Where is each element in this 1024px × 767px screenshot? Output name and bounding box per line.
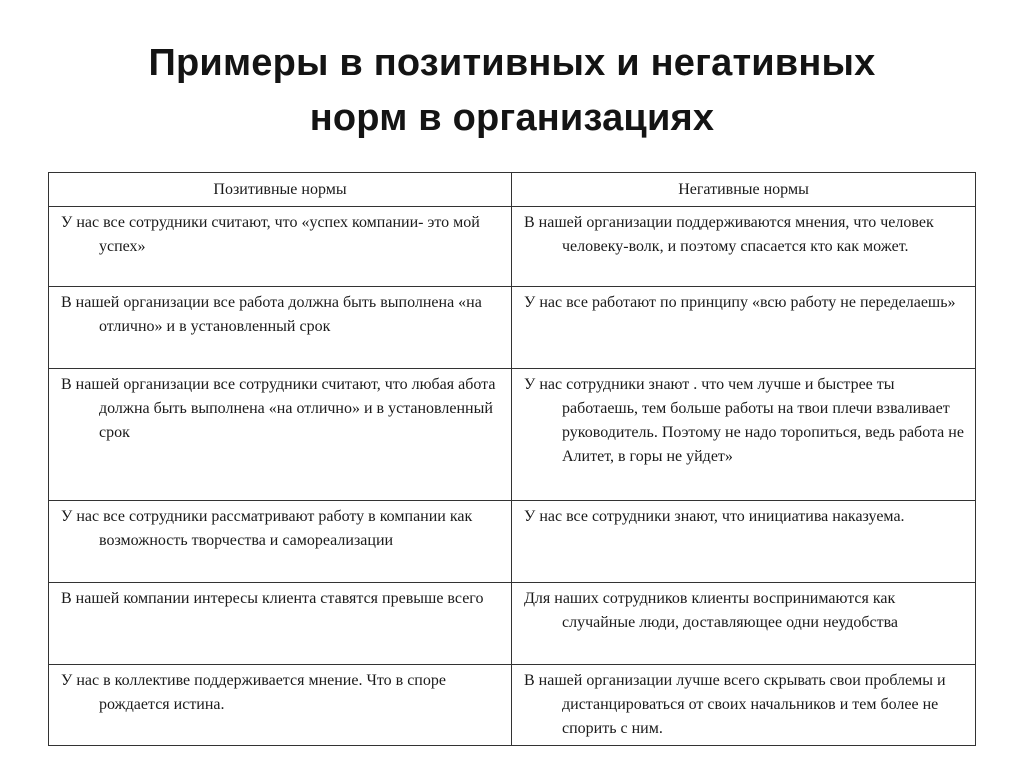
negative-norm-cell xyxy=(512,665,976,746)
page-title xyxy=(60,36,964,146)
header-negative-norms: Негативные нормы xyxy=(512,173,976,207)
table-row xyxy=(49,369,976,501)
negative-norm-cell xyxy=(512,583,976,665)
positive-norm-text: У нас все сотрудники рассматривают работу в компании как возможность творчества и самореализации xyxy=(61,508,473,549)
header-positive-norms: Позитивные нормы xyxy=(49,173,512,207)
page-title-line-1: Примеры в позитивных и негативных xyxy=(148,42,876,84)
negative-norm-cell xyxy=(512,287,976,369)
positive-norm-cell xyxy=(49,501,512,583)
positive-norm-cell xyxy=(49,287,512,369)
negative-norm-cell xyxy=(512,369,976,501)
positive-norm-text: В нашей организации все работа должна быть выполнена «на отлично» и в установленный срок xyxy=(61,294,482,335)
negative-norm-text: У нас сотрудники знают . что чем лучше и быстрее ты работаешь, тем больше работы на твои плечи взваливает руководитель. Поэтому не надо торопиться, ведь работа не Алитет, в горы не уйдет» xyxy=(524,376,964,465)
positive-norm-cell xyxy=(49,207,512,287)
positive-norm-text: У нас в коллективе поддерживается мнение. Что в споре рождается истина. xyxy=(61,672,446,713)
positive-norm-text: В нашей организации все сотрудники считают, что любая абота должна быть выполнена «на отлично» и в установленный срок xyxy=(61,376,496,441)
negative-norm-text: Для наших сотрудников клиенты воспринимаются как случайные люди, доставляющее одни неудобства xyxy=(524,590,899,631)
negative-norm-text: У нас все сотрудники знают, что инициатива наказуема. xyxy=(524,508,905,525)
table-row xyxy=(49,583,976,665)
table-row xyxy=(49,287,976,369)
table-row xyxy=(49,207,976,287)
table-row xyxy=(49,665,976,746)
positive-norm-cell xyxy=(49,369,512,501)
positive-norm-text: У нас все сотрудники считают, что «успех компании- это мой успех» xyxy=(61,214,480,255)
negative-norm-cell xyxy=(512,501,976,583)
table-row xyxy=(49,501,976,583)
table-header-row xyxy=(49,173,976,207)
positive-norm-cell xyxy=(49,665,512,746)
positive-norm-cell xyxy=(49,583,512,665)
positive-norm-text: В нашей компании интересы клиента ставятся превыше всего xyxy=(61,590,484,607)
negative-norm-cell xyxy=(512,207,976,287)
norms-table xyxy=(48,172,976,746)
negative-norm-text: В нашей организации поддерживаются мнения, что человек человеку-волк, и поэтому спасается кто как может. xyxy=(524,214,934,255)
page-title-line-2: норм в организациях xyxy=(309,97,715,139)
negative-norm-text: У нас все работают по принципу «всю работу не переделаешь» xyxy=(524,294,956,311)
negative-norm-text: В нашей организации лучше всего скрывать свои проблемы и дистанцироваться от своих начальников и тем более не спорить с ним. xyxy=(524,672,946,737)
